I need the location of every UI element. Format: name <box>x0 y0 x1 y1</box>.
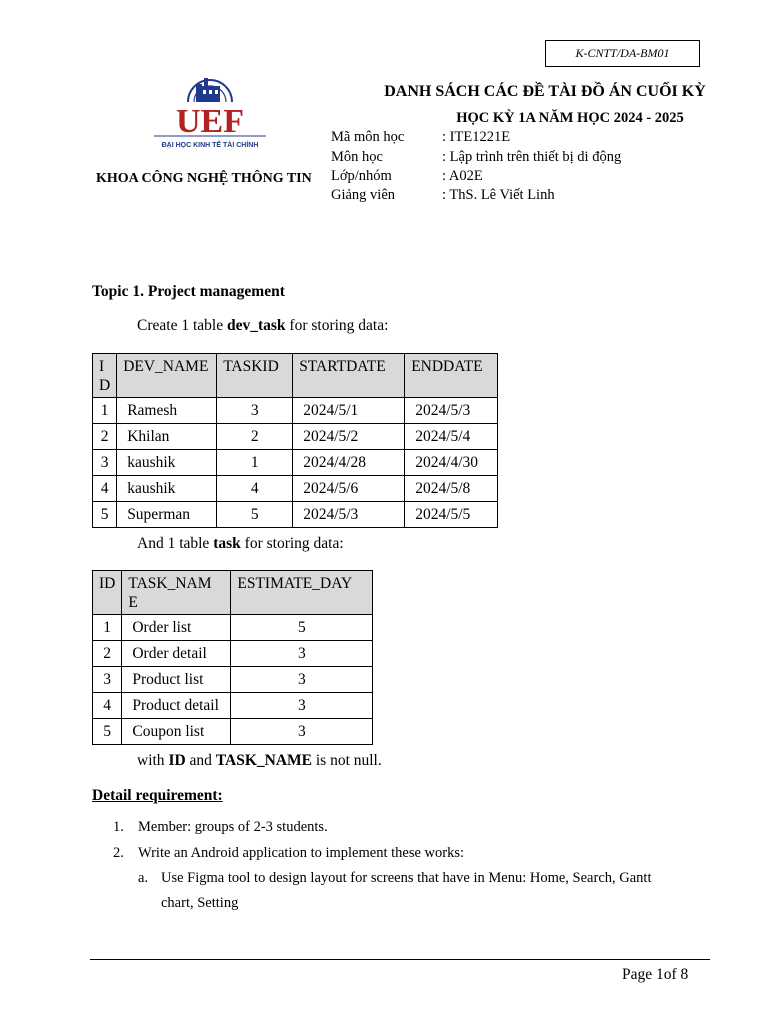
table-header-cell: ID <box>93 571 122 615</box>
detail-heading: Detail requirement: <box>92 787 223 804</box>
university-building-icon <box>148 72 273 152</box>
intro-dev-task: Create 1 table dev_task for storing data: <box>137 317 389 334</box>
page-number: Page 1of 8 <box>622 966 689 983</box>
table-row: 2 Order detail 3 <box>93 641 373 667</box>
table-header-cell: ENDDATE <box>405 354 498 398</box>
intro-task: And 1 table task for storing data: <box>137 535 344 552</box>
list-item: 1. <box>113 819 124 835</box>
form-code-box: K-CNTT/DA-BM01 <box>545 40 700 67</box>
dev-task-table <box>92 353 498 528</box>
semester-title: HỌC KỲ 1A NĂM HỌC 2024 - 2025 <box>456 110 684 126</box>
document-title: DANH SÁCH CÁC ĐỀ TÀI ĐỒ ÁN CUỐI KỲ <box>384 83 706 100</box>
table-header-cell: STARTDATE <box>293 354 405 398</box>
table-header-cell: ESTIMATE_DAY <box>231 571 373 615</box>
table-row: 1 Ramesh 3 2024/5/1 2024/5/3 <box>93 398 498 424</box>
footer-divider <box>90 959 710 960</box>
table-header-row <box>93 354 498 398</box>
table-row: 3 Product list 3 <box>93 667 373 693</box>
sublist-text-line1: Use Figma tool to design layout for screens that have in Menu: Home, Search, Gantt <box>161 870 652 886</box>
constraint-text: with ID and TASK_NAME is not null. <box>137 752 382 769</box>
table-row: 5 Coupon list 3 <box>93 719 373 745</box>
department-name: KHOA CÔNG NGHỆ THÔNG TIN <box>96 171 312 186</box>
table-header-cell: TASKID <box>217 354 293 398</box>
table-row: 2 Khilan 2 2024/5/2 2024/5/4 <box>93 424 498 450</box>
logo-subtext: ĐẠI HỌC KINH TẾ TÀI CHÍNH <box>161 142 259 149</box>
table-row: 4 Product detail 3 <box>93 693 373 719</box>
table-row: 5 Superman 5 2024/5/3 2024/5/5 <box>93 502 498 528</box>
list-item-text: Write an Android application to implement these works: <box>138 845 464 861</box>
table-row: 1 Order list 5 <box>93 615 373 641</box>
table-row: 4 kaushik 4 2024/5/6 2024/5/8 <box>93 476 498 502</box>
sublist-marker: a. <box>138 870 149 886</box>
table-header-cell: TASK_NAM E <box>122 571 231 615</box>
table-row: 3 kaushik 1 2024/4/28 2024/4/30 <box>93 450 498 476</box>
table-header-cell: I D <box>93 354 117 398</box>
topic-title: Topic 1. Project management <box>92 283 285 300</box>
logo-text: UEF <box>176 103 244 140</box>
table-header-cell: DEV_NAME <box>117 354 217 398</box>
sublist-text-line2: chart, Setting <box>161 895 239 911</box>
table-header-row <box>93 571 373 615</box>
list-item: 2. <box>113 845 124 861</box>
task-table <box>92 570 373 745</box>
list-item-text: Member: groups of 2-3 students. <box>138 819 328 835</box>
uef-logo <box>148 72 273 152</box>
